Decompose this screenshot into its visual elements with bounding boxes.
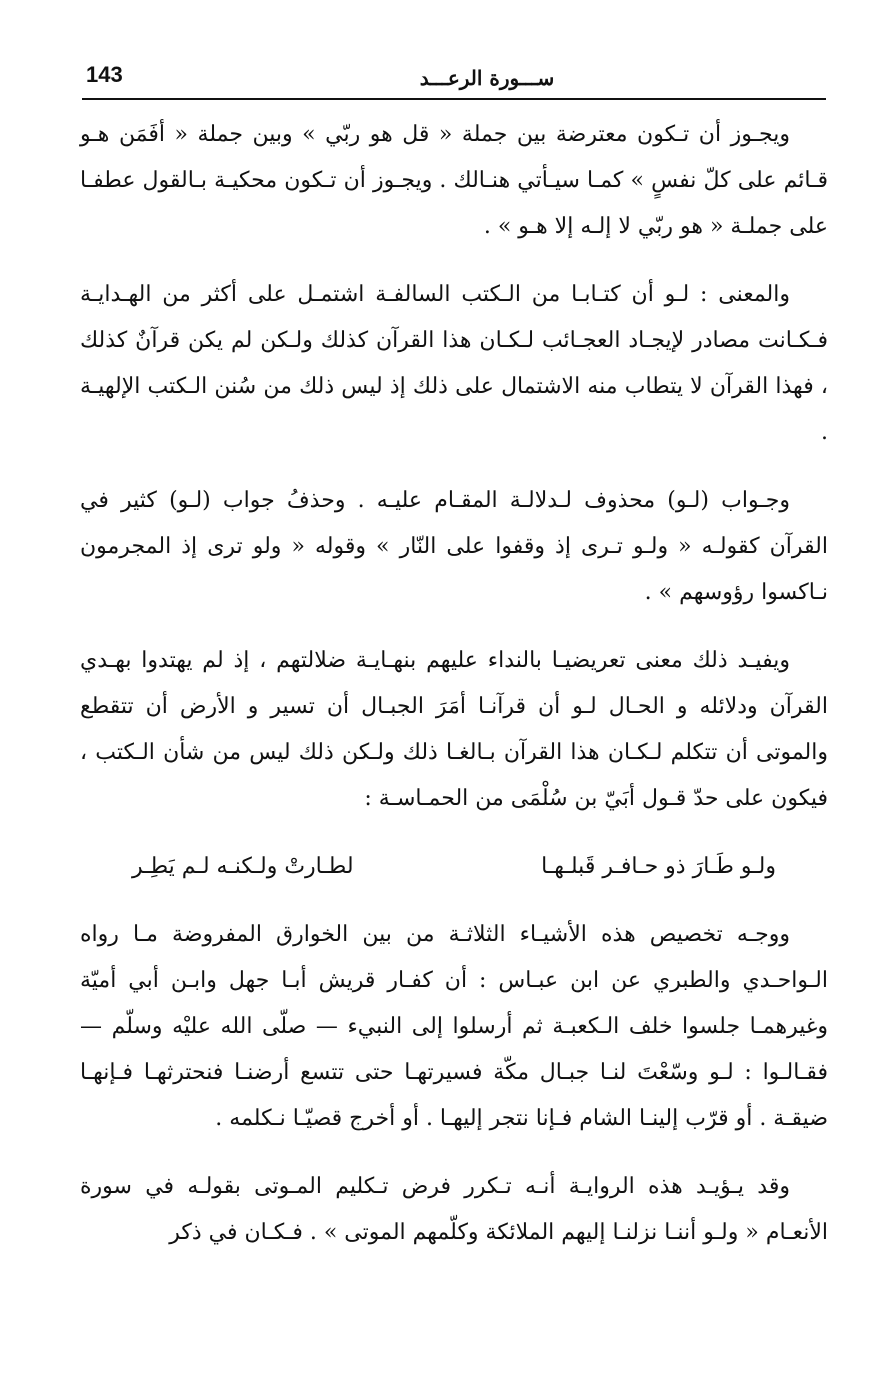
paragraph: ويفيـد ذلك معنى تعريضيـا بالنداء عليهم بنهـايـة ضلالتهم ، إذ لم يهتدوا بهـدي القرآن ودلائله و الحـال لـو أن قرآنـا أمَرَ الجبـال أن تسير و الأرض أن تتقطع والموتى أن تتكلم لـكـان هذا القرآن بـالغـا ذلك ولـكن ذلك ليس من شأن الـكتب ، فيكون على حدّ قـول أبَيّ بن سُلْمَى من الحمـاسـة : <box>80 648 828 811</box>
verse-first-hemistich: ولـو طَـارَ ذو حـافـر قَبلـهـا <box>541 854 776 879</box>
verse-second-hemistich: لطـارتْ ولـكنـه لـم يَطِـر <box>132 854 354 879</box>
paragraph: والمعنى : لـو أن كتـابـا من الـكتب السالفـة اشتمـل على أكثر من الهـدايـة فـكـانت مصادر لإيجـاد العجـائب لـكـان هذا القرآن كذلك ولـكن لم يكن قرآنٌ كذلك ، فهذا القرآن لا يتطاب منه الاشتمال على ذلك إذ ليس ذلك من سُنن الـكتب الإلهيـة . <box>80 282 828 445</box>
page-header <box>82 58 826 102</box>
paragraph: وجـواب (لـو) محذوف لـدلالـة المقـام عليـه . وحذفُ جواب (لـو) كثير في القرآن كقولـه « ولـو تـرى إذ وقفوا على النّار » وقوله « ولو ترى إذ المجرمون نـاكسوا رؤوسهم » . <box>80 488 828 605</box>
paragraph: وقد يـؤيـد هذه الروايـة أنـه تـكرر فرض تـكليم المـوتى بقولـه في سورة الأنعـام « ولـو أننـا نزلنـا إليهم الملائكة وكلّمهم الموتى » . فـكـان في ذكر <box>80 1174 828 1245</box>
header-rule <box>82 98 826 100</box>
paragraph: ويجـوز أن تـكون معترضة بين جملة « قل هو ربّي » وبين جملة « أفَمَن هـو قـائم على كلّ نفسٍ » كمـا سيـأتي هنـالك . ويجـوز أن تـكون محكيـة بـالقول عطفـا على جملـة « هو ربّي لا إلـه إلا هـو » . <box>80 122 828 239</box>
page-body <box>80 112 828 1278</box>
running-title: ســـورة الرعـــد <box>419 66 555 90</box>
page-number: 143 <box>86 62 123 87</box>
paragraph: ووجـه تخصيص هذه الأشيـاء الثلاثـة من بين الخوارق المفروضة مـا رواه الـواحـدي والطبري عن ابن عبـاس : أن كفـار قريش أبـا جهل وابـن أبي أميّة وغيرهمـا جلسوا خلف الـكعبـة ثم أرسلوا إلى النبيء — صلّى الله عليْه وسلّم — فقـالـوا : لـو وسّعْتَ لنـا جبـال مكّة فسيرتهـا حتى تتسع أرضنـا فنحترثهـا فـإنهـا ضيقـة . أو قرّب إلينـا الشام فـإنا نتجر إليهـا . أو أخرج قصيّـا نـكلمه . <box>80 922 828 1131</box>
poetry-verse <box>80 844 828 890</box>
